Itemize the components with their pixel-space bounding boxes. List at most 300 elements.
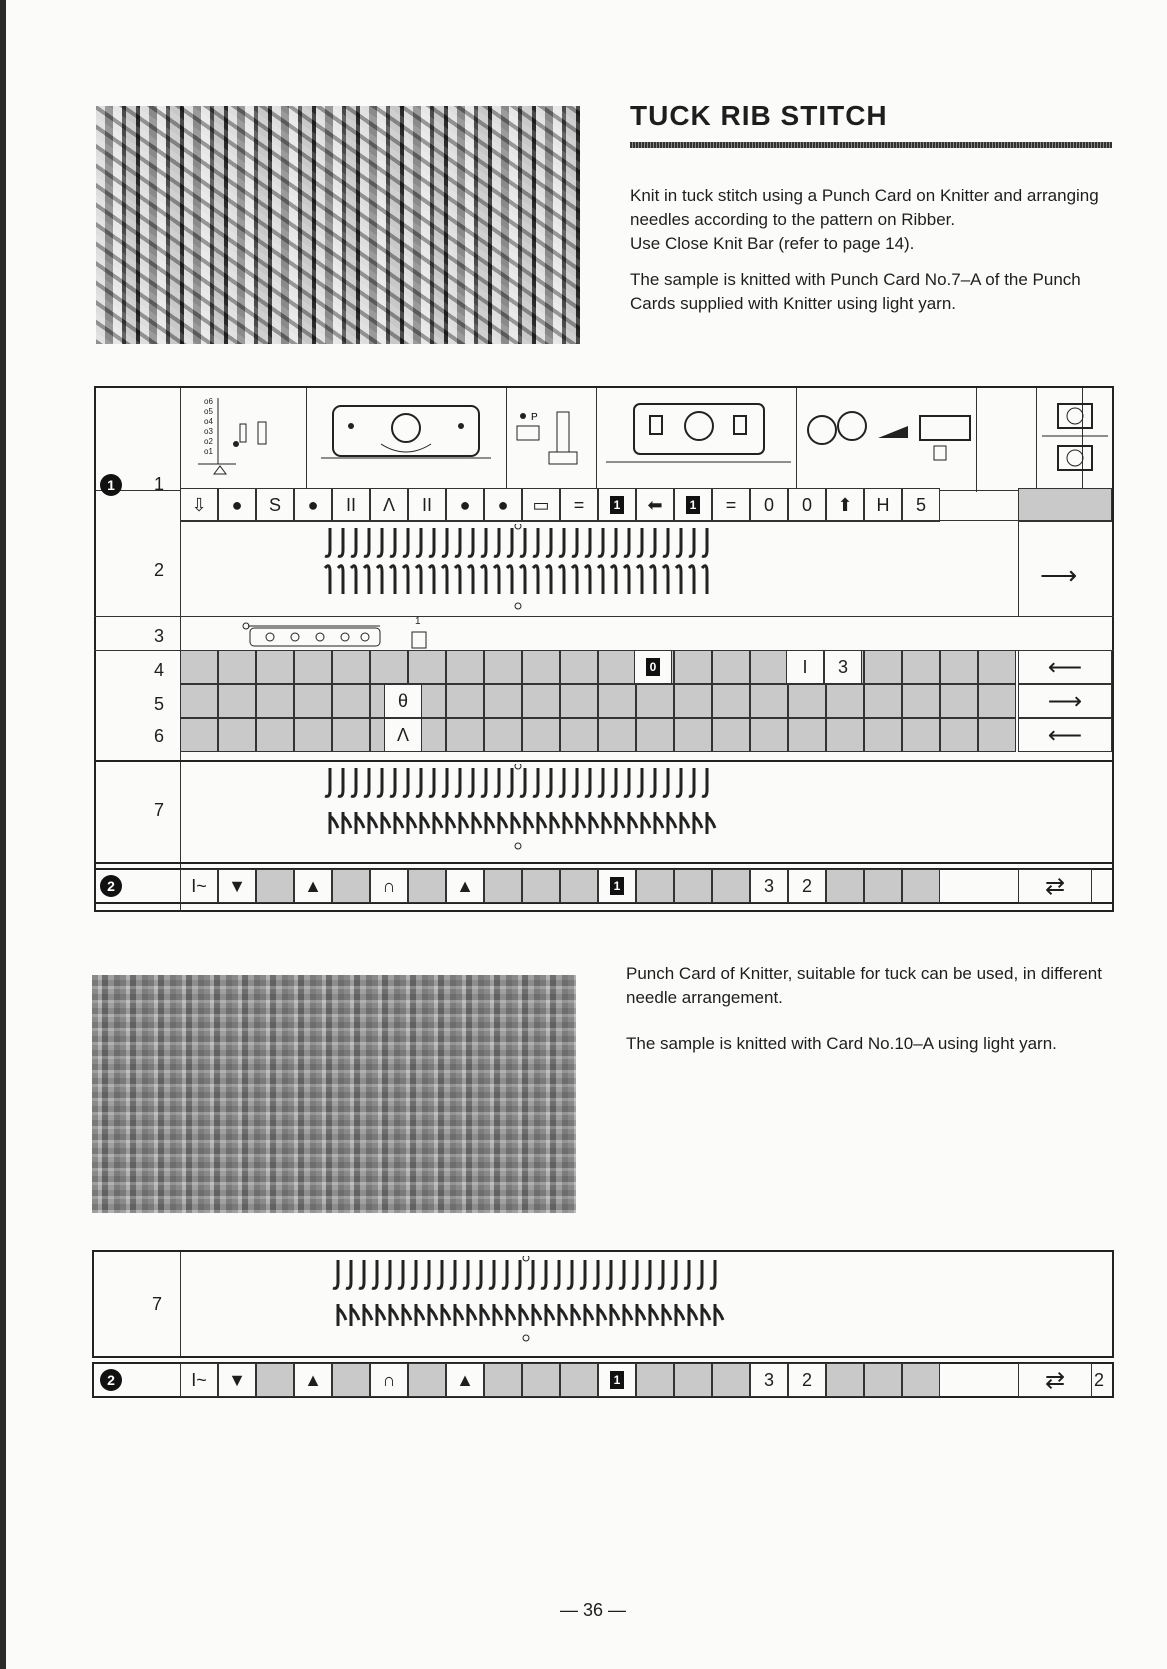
- ribber-needle-mark: [351, 1304, 359, 1326]
- lower-paragraph-1: Punch Card of Knitter, suitable for tuck can be used, in different needle arrangement.: [626, 964, 1102, 1007]
- ribber-needle-mark: [694, 812, 702, 834]
- section-2-cell-1: ▼: [218, 869, 256, 903]
- svg-text:o5: o5: [204, 407, 213, 416]
- needle-mark: [593, 1260, 598, 1288]
- grid-cell: [978, 650, 1016, 684]
- ribber-needle-mark: [616, 812, 624, 834]
- row-7-label: 7: [154, 800, 165, 820]
- table-2-section-2-cell-6: [408, 1363, 446, 1397]
- table-2-section-2-cell-15: 3: [750, 1363, 788, 1397]
- ribber-needle-mark: [551, 812, 559, 834]
- needle-mark: [676, 768, 681, 796]
- needle-mark: [572, 528, 577, 556]
- needle-mark: [689, 768, 694, 796]
- section-2-cell-7: ▲: [446, 869, 484, 903]
- table-2-section-2-cell-11: [598, 1363, 636, 1397]
- row-3-tool-label: 1: [415, 616, 421, 627]
- needle-mark: [377, 528, 382, 556]
- ribber-needle-mark: [650, 566, 655, 594]
- ribber-needle-mark: [408, 812, 416, 834]
- grid-cell: [902, 718, 940, 752]
- card-number: 1: [686, 496, 700, 514]
- needle-mark: [637, 768, 642, 796]
- title-rule: [630, 142, 1112, 148]
- ribber-needle-mark: [447, 812, 455, 834]
- row-5-label: 5: [154, 694, 165, 714]
- ribber-needle-mark: [325, 566, 330, 594]
- grid-cell: [446, 718, 484, 752]
- card-number: 0: [646, 658, 660, 676]
- needle-mark: [455, 528, 460, 556]
- grid-cell: [598, 718, 636, 752]
- ribber-needle-mark: [637, 1304, 645, 1326]
- needle-mark: [611, 528, 616, 556]
- row-1-cell-12: ⬅: [636, 488, 674, 522]
- ribber-needle-mark: [455, 1304, 463, 1326]
- needle-mark: [364, 528, 369, 556]
- ribber-needle-mark: [520, 1304, 528, 1326]
- grid-cell: [180, 718, 218, 752]
- svg-text:o6: o6: [204, 397, 213, 406]
- table-2-row-label: 7: [152, 1294, 163, 1314]
- table-2-repeat-count: 2: [1094, 1370, 1105, 1390]
- needle-mark: [372, 1260, 377, 1288]
- card-10a-sample-photo: [92, 975, 576, 1213]
- row-5-symbol: θ: [384, 684, 422, 718]
- grid-cell: [598, 684, 636, 718]
- ribber-needle-mark: [546, 1304, 554, 1326]
- grid-cell: [484, 650, 522, 684]
- grid-cell: [484, 718, 522, 752]
- table-2-section-2-cell-4: [332, 1363, 370, 1397]
- row-4-cell-b: 3: [824, 650, 862, 684]
- lower-paragraph-2: The sample is knitted with Card No.10–A using light yarn.: [626, 1034, 1057, 1053]
- center-mark: [523, 1256, 529, 1261]
- grid-cell: [446, 684, 484, 718]
- needle-mark: [476, 1260, 481, 1288]
- table-2-section-2-cell-18: [864, 1363, 902, 1397]
- ribber-needle-mark: [494, 1304, 502, 1326]
- needle-mark: [697, 1260, 702, 1288]
- ribber-needle-mark: [668, 812, 676, 834]
- ribber-needle-mark: [572, 566, 577, 594]
- row-3-label: 3: [154, 626, 165, 646]
- section-2-cell-2: [256, 869, 294, 903]
- ribber-needle-mark: [624, 566, 629, 594]
- table-2-section-2-cell-9: [522, 1363, 560, 1397]
- center-mark: [515, 603, 521, 609]
- tension-icon: [511, 402, 591, 482]
- needle-mark: [325, 528, 330, 556]
- needle-mark: [346, 1260, 351, 1288]
- ribber-needle-mark: [707, 812, 715, 834]
- needle-mark: [481, 768, 486, 796]
- grid-cell: [294, 650, 332, 684]
- needle-mark: [455, 768, 460, 796]
- ribber-needle-mark: [598, 566, 603, 594]
- row-1-cell-6: II: [408, 488, 446, 522]
- needle-mark: [333, 1260, 338, 1288]
- card-number: 1: [610, 877, 624, 895]
- row-1-cell-2: S: [256, 488, 294, 522]
- ribber-needle-mark: [429, 566, 434, 594]
- needle-mark: [598, 768, 603, 796]
- ribber-needle-mark: [468, 566, 473, 594]
- ribber-needle-mark: [715, 1304, 723, 1326]
- ribber-needle-mark: [598, 1304, 606, 1326]
- ribber-needle-mark: [507, 1304, 515, 1326]
- grid-cell: [902, 650, 940, 684]
- needle-mark: [528, 1260, 533, 1288]
- grid-cell: [446, 650, 484, 684]
- row-4-label: 4: [154, 660, 165, 680]
- binding-edge: [0, 0, 6, 1669]
- ribber-needle-mark: [403, 566, 408, 594]
- ribber-needle-mark: [395, 812, 403, 834]
- row-1-cell-3: ●: [294, 488, 332, 522]
- ribber-needle-mark: [655, 812, 663, 834]
- needle-mark: [507, 768, 512, 796]
- ribber-needle-mark: [429, 1304, 437, 1326]
- center-mark: [523, 1335, 529, 1341]
- card-number: 1: [610, 496, 624, 514]
- needle-mark: [359, 1260, 364, 1288]
- table-2-section-2-cell-17: [826, 1363, 864, 1397]
- needle-mark: [481, 528, 486, 556]
- row-1-label: 1: [154, 474, 165, 494]
- ribber-needle-mark: [343, 812, 351, 834]
- needle-mark: [385, 1260, 390, 1288]
- ribber-needle-mark: [330, 812, 338, 834]
- table-2-section-2-cell-5: ∩: [370, 1363, 408, 1397]
- ribber-carriage-icon: [606, 394, 791, 484]
- ribber-needle-mark: [702, 566, 707, 594]
- needle-mark: [645, 1260, 650, 1288]
- grid-cell: [522, 718, 560, 752]
- grid-cell: [940, 650, 978, 684]
- grid-cell: [788, 684, 826, 718]
- section-2-cell-4: [332, 869, 370, 903]
- grid-cell: [788, 718, 826, 752]
- grid-cell: [864, 718, 902, 752]
- grid-cell: [522, 684, 560, 718]
- needle-mark: [463, 1260, 468, 1288]
- grid-cell: [598, 650, 636, 684]
- card-number: 1: [610, 1371, 624, 1389]
- grid-cell: [332, 650, 370, 684]
- needle-mark: [624, 528, 629, 556]
- grid-cell: [294, 718, 332, 752]
- needle-mark: [351, 528, 356, 556]
- grid-cell: [256, 650, 294, 684]
- row-1-cell-13: [674, 488, 712, 522]
- grid-cell: [712, 650, 750, 684]
- grid-cell: [940, 684, 978, 718]
- grid-cell: [332, 718, 370, 752]
- row-1-cell-18: H: [864, 488, 902, 522]
- needle-mark: [515, 1260, 520, 1288]
- svg-text:o3: o3: [204, 427, 213, 436]
- needle-mark: [585, 528, 590, 556]
- ribber-needle-mark: [369, 812, 377, 834]
- grid-cell: [560, 718, 598, 752]
- needle-mark: [559, 528, 564, 556]
- grid-cell: [332, 684, 370, 718]
- grid-cell: [218, 650, 256, 684]
- row-1-cell-10: =: [560, 488, 598, 522]
- needle-mark: [494, 528, 499, 556]
- row-1-cell-17: ⬆: [826, 488, 864, 522]
- ribber-needle-mark: [486, 812, 494, 834]
- ribber-needle-mark: [585, 566, 590, 594]
- center-mark: [515, 843, 521, 849]
- needle-mark: [632, 1260, 637, 1288]
- intro-paragraph-2: Use Close Knit Bar (refer to page 14).: [630, 234, 915, 253]
- svg-text:P: P: [531, 412, 538, 423]
- ribber-needle-mark: [356, 812, 364, 834]
- ribber-needle-mark: [481, 566, 486, 594]
- ribber-needle-mark: [403, 1304, 411, 1326]
- needle-mark: [559, 768, 564, 796]
- section-2-cell-6: [408, 869, 446, 903]
- needle-mark: [468, 768, 473, 796]
- section-2-cell-12: [636, 869, 674, 903]
- carriage-icon: [321, 396, 491, 486]
- svg-text:o1: o1: [204, 447, 213, 456]
- needle-mark: [598, 528, 603, 556]
- page-number: — 36 —: [560, 1600, 627, 1620]
- grid-cell: [750, 650, 788, 684]
- needle-mark: [520, 768, 525, 796]
- grid-cell: [218, 718, 256, 752]
- ribber-needle-mark: [702, 1304, 710, 1326]
- needle-mark: [624, 768, 629, 796]
- grid-cell: [484, 684, 522, 718]
- needle-mark: [585, 768, 590, 796]
- grid-cell: [674, 718, 712, 752]
- row-1-cell-5: Λ: [370, 488, 408, 522]
- needle-mark: [663, 768, 668, 796]
- needle-mark: [364, 768, 369, 796]
- needle-mark: [338, 768, 343, 796]
- needle-mark: [351, 768, 356, 796]
- ribber-needle-mark: [663, 1304, 671, 1326]
- ribber-needle-mark: [559, 566, 564, 594]
- ribber-needle-mark: [533, 1304, 541, 1326]
- needle-mark: [650, 768, 655, 796]
- row-2-label: 2: [154, 560, 165, 580]
- section-2-cell-18: [864, 869, 902, 903]
- row-5-direction-arrow: ⟶: [1018, 684, 1112, 718]
- weight-icon: [804, 398, 974, 483]
- ribber-needle-mark: [611, 1304, 619, 1326]
- row-1-cell-1: ●: [218, 488, 256, 522]
- table-2-section-2-cell-12: [636, 1363, 674, 1397]
- svg-text:o4: o4: [204, 417, 213, 426]
- row-2-direction-arrow: ⟶: [1040, 560, 1078, 590]
- table-2-section-2-direction-arrow: ⇄: [1018, 1363, 1092, 1397]
- ribber-needle-mark: [468, 1304, 476, 1326]
- table-2-section-2-cell-2: [256, 1363, 294, 1397]
- ribber-needle-mark: [546, 566, 551, 594]
- ribber-needle-mark: [689, 566, 694, 594]
- section-2-cell-14: [712, 869, 750, 903]
- ribber-needle-mark: [611, 566, 616, 594]
- ribber-needle-mark: [338, 1304, 346, 1326]
- needle-mark: [416, 768, 421, 796]
- grid-cell: [408, 650, 446, 684]
- grid-cell: [940, 718, 978, 752]
- ribber-needle-mark: [364, 1304, 372, 1326]
- grid-cell: [370, 650, 408, 684]
- needle-mark: [424, 1260, 429, 1288]
- section-2-bullet: 2: [100, 875, 122, 897]
- ribber-needle-mark: [377, 1304, 385, 1326]
- needle-mark: [442, 768, 447, 796]
- needle-mark: [398, 1260, 403, 1288]
- grid-cell: [294, 684, 332, 718]
- ribber-needle-mark: [442, 1304, 450, 1326]
- ribber-needle-mark: [689, 1304, 697, 1326]
- grid-cell: [826, 718, 864, 752]
- table-2-section-2-cell-8: [484, 1363, 522, 1397]
- needle-mark: [689, 528, 694, 556]
- page-title: TUCK RIB STITCH: [630, 100, 888, 131]
- grid-cell: [826, 684, 864, 718]
- table-2-section-2-bullet: 2: [100, 1369, 122, 1391]
- section-2-cell-13: [674, 869, 712, 903]
- table-2-section-2-cell-13: [674, 1363, 712, 1397]
- ribber-needle-mark: [455, 566, 460, 594]
- needle-mark: [580, 1260, 585, 1288]
- table-2-section-2-cell-16: 2: [788, 1363, 826, 1397]
- needle-mark: [429, 528, 434, 556]
- ribber-needle-mark: [442, 566, 447, 594]
- needle-mark: [684, 1260, 689, 1288]
- section-2-cell-9: [522, 869, 560, 903]
- needle-mark: [502, 1260, 507, 1288]
- needle-mark: [429, 768, 434, 796]
- ribber-needle-mark: [603, 812, 611, 834]
- ribber-needle-mark: [364, 566, 369, 594]
- tuck-rib-sample-photo: [96, 106, 580, 344]
- row-1-cell-4: II: [332, 488, 370, 522]
- svg-text:o2: o2: [204, 437, 213, 446]
- needle-mark: [637, 528, 642, 556]
- grid-cell: [864, 684, 902, 718]
- needle-mark: [611, 768, 616, 796]
- grid-cell: [560, 650, 598, 684]
- grid-cell: [560, 684, 598, 718]
- ribber-needle-mark: [559, 1304, 567, 1326]
- ribber-needle-mark: [525, 812, 533, 834]
- grid-cell: [180, 650, 218, 684]
- needle-mark: [572, 768, 577, 796]
- intro-paragraph-1: Knit in tuck stitch using a Punch Card on Knitter and arranging needles according to the pattern on Ribber.: [630, 186, 1099, 229]
- ribber-needle-mark: [681, 812, 689, 834]
- ribber-needle-mark: [351, 566, 356, 594]
- ribber-needle-mark: [650, 1304, 658, 1326]
- needle-mark: [390, 528, 395, 556]
- grid-cell: [522, 650, 560, 684]
- grid-cell: [256, 718, 294, 752]
- table-2-section-2-cell-1: ▼: [218, 1363, 256, 1397]
- needle-mark: [390, 768, 395, 796]
- needle-mark: [520, 528, 525, 556]
- grid-cell: [750, 718, 788, 752]
- row-1-cell-8: ●: [484, 488, 522, 522]
- ribber-needle-mark: [416, 1304, 424, 1326]
- needle-mark: [541, 1260, 546, 1288]
- needle-diagram-table-2: [330, 1256, 750, 1352]
- ribber-needle-mark: [416, 566, 421, 594]
- ribber-needle-mark: [494, 566, 499, 594]
- row-6-direction-arrow: ⟵: [1018, 718, 1112, 752]
- ribber-needle-mark: [577, 812, 585, 834]
- needle-mark: [507, 528, 512, 556]
- ribber-needle-mark: [390, 566, 395, 594]
- row-1-cell-11: [598, 488, 636, 522]
- close-knit-bar-icon: [240, 616, 440, 652]
- table-2-section-2-cell-7: ▲: [446, 1363, 484, 1397]
- ribber-needle-mark: [377, 566, 382, 594]
- ribber-needle-mark: [572, 1304, 580, 1326]
- grid-cell: [712, 684, 750, 718]
- intro-paragraph-3: The sample is knitted with Punch Card No.7–A of the Punch Cards supplied with Knitter using light yarn.: [630, 270, 1081, 313]
- row-6-label: 6: [154, 726, 165, 746]
- section-2-cell-8: [484, 869, 522, 903]
- needle-mark: [546, 768, 551, 796]
- needle-mark: [377, 768, 382, 796]
- needle-mark: [437, 1260, 442, 1288]
- needle-mark: [489, 1260, 494, 1288]
- grid-cell: [180, 684, 218, 718]
- grid-cell: [978, 684, 1016, 718]
- ribber-needle-mark: [460, 812, 468, 834]
- section-2-cell-0: I~: [180, 869, 218, 903]
- ribber-needle-mark: [434, 812, 442, 834]
- ribber-needle-mark: [520, 566, 525, 594]
- row-1-end-cell: [1018, 488, 1112, 522]
- needle-mark: [468, 528, 473, 556]
- needle-mark: [533, 768, 538, 796]
- needle-diagram-row-7: [322, 764, 742, 860]
- row-6-symbol: Λ: [384, 718, 422, 752]
- grid-cell: [636, 684, 674, 718]
- ribber-needle-mark: [585, 1304, 593, 1326]
- ribber-needle-mark: [473, 812, 481, 834]
- ribber-needle-mark: [512, 812, 520, 834]
- row-4-cell-a: I: [786, 650, 824, 684]
- row-1-cell-15: 0: [750, 488, 788, 522]
- needle-mark: [416, 528, 421, 556]
- grid-cell: [902, 684, 940, 718]
- grid-cell: [750, 684, 788, 718]
- row-1-cell-0: ⇩: [180, 488, 218, 522]
- needle-mark: [710, 1260, 715, 1288]
- section-2-cell-11: [598, 869, 636, 903]
- table-2-section-2-cell-0: I~: [180, 1363, 218, 1397]
- ribber-needle-mark: [663, 566, 668, 594]
- row-4-card-cell: [634, 650, 672, 684]
- needle-mark: [619, 1260, 624, 1288]
- row-1-cell-14: =: [712, 488, 750, 522]
- needle-mark: [450, 1260, 455, 1288]
- needle-mark: [663, 528, 668, 556]
- table-2-section-2-cell-14: [712, 1363, 750, 1397]
- row-1-cell-7: ●: [446, 488, 484, 522]
- ribber-needle-mark: [421, 812, 429, 834]
